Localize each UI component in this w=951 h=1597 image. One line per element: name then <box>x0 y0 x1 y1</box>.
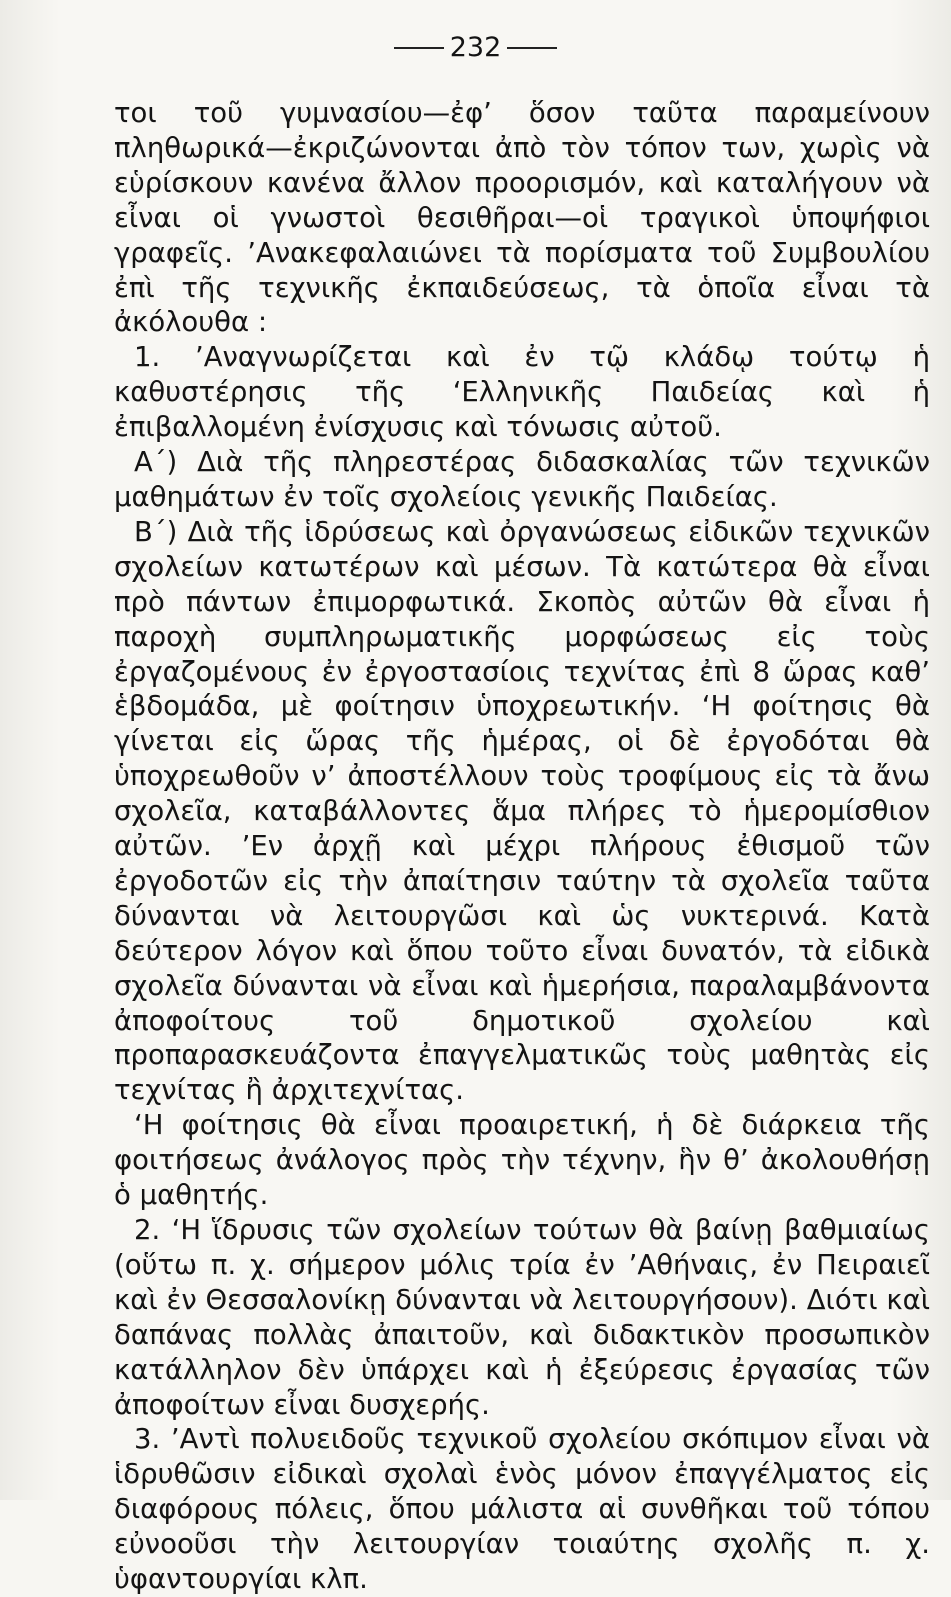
paragraph-attendance: ‘Η φοίτησις θὰ εἶναι προαιρετική, ἡ δὲ διάρκεια τῆς φοιτήσεως ἀνάλογος πρὸς τὴν τέχνην, ἣν θ’ ἀκολουθήσῃ ὁ μαθητής. <box>114 1109 930 1212</box>
paragraph-point-3: 3. ’Αντὶ πολυειδοῦς τεχνικοῦ σχολείου σκόπιμον εἶναι νὰ ἱδρυθῶσιν εἰδικαὶ σχολαὶ ἑνὸς μόνον ἐπαγγέλματος εἰς διαφόρους πόλεις, ὅπου μάλιστα αἱ συνθῆκαι τοῦ τόπου εὐνοοῦσι τὴν λειτουργίαν τοιαύτης σχολῆς π. χ. ὑφαντουργίαι κλπ. <box>114 1423 930 1596</box>
header-dash-left <box>394 47 444 49</box>
paragraph-point-1: 1. ’Αναγνωρίζεται καὶ ἐν τῷ κλάδῳ τούτῳ ἡ καθυστέρησις τῆς ‘Ελληνικῆς Παιδείας καὶ ἡ ἐπιβαλλομένη ἐνίσχυσις καὶ τόνωσις αὐτοῦ. <box>114 341 930 444</box>
paragraph-point-2: 2. ‘Η ἵδρυσις τῶν σχολείων τούτων θὰ βαίνῃ βαθμιαίως (οὕτω π. χ. σήμερον μόλις τρία ἐν ’Αθήναις, ἐν Πειραιεῖ καὶ ἐν Θεσσαλονίκῃ δύνανται νὰ λειτουργήσουν). Διότι καὶ δαπάνας πολλὰς ἀπαιτοῦν, καὶ διδακτικὸν προσωπικὸν κατάλληλον δὲν ὑπάρχει καὶ ἡ ἐξεύρεσις ἐργασίας τῶν ἀποφοίτων εἶναι δυσχερής. <box>114 1214 930 1421</box>
page-body <box>114 96 930 1597</box>
paragraph-point-a: Α΄) Διὰ τῆς πληρεστέρας διδασκαλίας τῶν τεχνικῶν μαθημάτων ἐν τοῖς σχολείοις γενικῆς Παιδείας. <box>114 446 930 513</box>
paragraph-continuation: τοι τοῦ γυμνασίου—ἐφ’ ὅσον ταῦτα παραμείνουν πληθωρικά—ἐκριζώνονται ἀπὸ τὸν τόπον των, χωρὶς νὰ εὑρίσκουν κανένα ἄλλον προορισμόν, καὶ καταλήγουν νὰ εἶναι οἱ γνωστοὶ θεσιθῆραι—οἱ τραγικοὶ ὑποψήφιοι γραφεῖς. ’Ανακεφαλαιώνει τὰ πορίσματα τοῦ Συμβουλίου ἐπὶ τῆς τεχνικῆς ἐκπαιδεύσεως, τὰ ὁποῖα εἶναι τὰ ἀκόλουθα : <box>114 97 930 339</box>
page-number: 232 <box>449 32 502 63</box>
header-dash-right <box>507 47 557 49</box>
page-header <box>0 30 951 66</box>
paragraph-point-b: Β΄) Διὰ τῆς ἱδρύσεως καὶ ὀργανώσεως εἰδικῶν τεχνικῶν σχολείων κατωτέρων καὶ μέσων. Τὰ κατώτερα θὰ εἶναι πρὸ πάντων ἐπιμορφωτικά. Σκοπὸς αὐτῶν θὰ εἶναι ἡ παροχὴ συμπληρωματικῆς μορφώσεως εἰς τοὺς ἐργαζομένους ἐν ἐργοστασίοις τεχνίτας ἐπὶ 8 ὥρας καθ’ ἑβδομάδα, μὲ φοίτησιν ὑποχρεωτικήν. ‘Η φοίτησις θὰ γίνεται εἰς ὥρας τῆς ἡμέρας, οἱ δὲ ἐργοδόται θὰ ὑποχρεωθοῦν ν’ ἀποστέλλουν τοὺς τροφίμους εἰς τὰ ἄνω σχολεῖα, καταβάλλοντες ἅμα πλήρες τὸ ἡμερομίσθιον αὐτῶν. ’Εν ἀρχῇ καὶ μέχρι πλήρους ἐθισμοῦ τῶν ἐργοδοτῶν εἰς τὴν ἀπαίτησιν ταύτην τὰ σχολεῖα ταῦτα δύνανται νὰ λειτουργῶσι καὶ ὡς νυκτερινά. Κατὰ δεύτερον λόγον καὶ ὅπου τοῦτο εἶναι δυνατόν, τὰ εἰδικὰ σχολεῖα δύνανται νὰ εἶναι καὶ ἡμερήσια, παραλαμβάνοντα ἀποφοίτους τοῦ δημοτικοῦ σχολείου καὶ προπαρασκευάζοντα ἐπαγγελματικῶς τοὺς μαθητὰς εἰς τεχνίτας ἢ ἀρχιτεχνίτας. <box>114 515 930 1107</box>
